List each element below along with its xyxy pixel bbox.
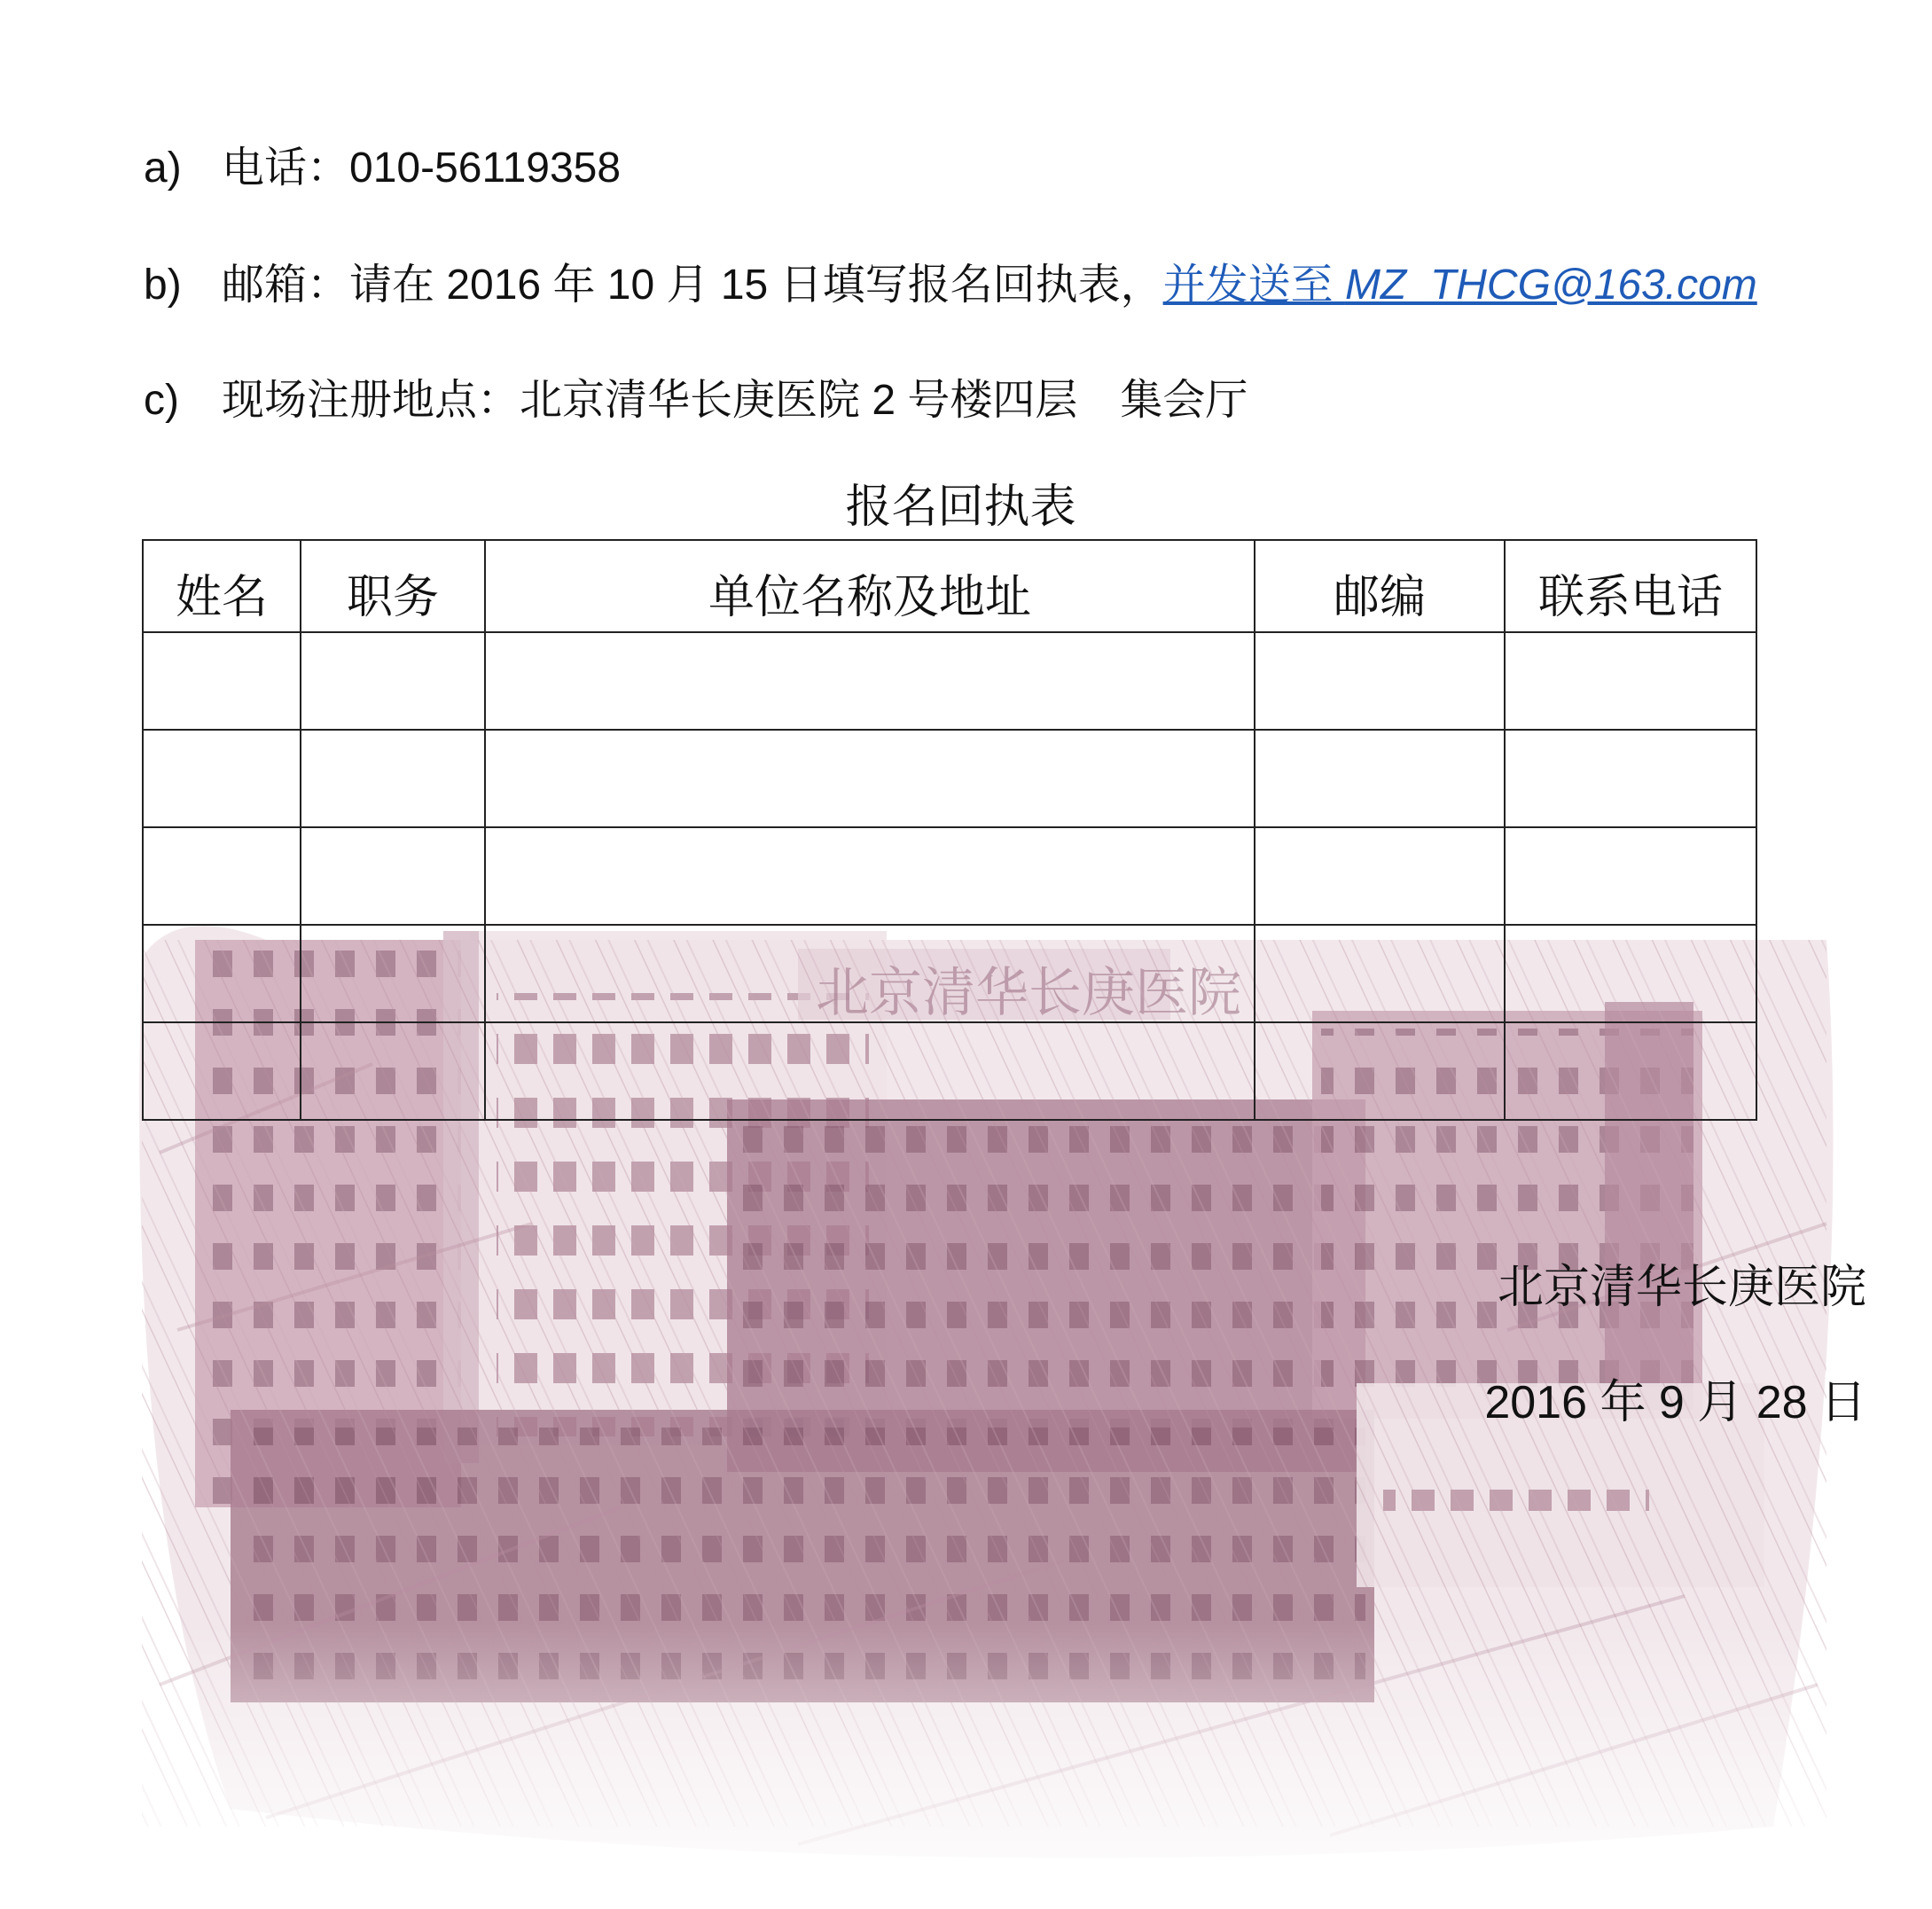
table-row [143, 827, 1756, 925]
table-cell[interactable] [143, 730, 301, 827]
table-cell[interactable] [485, 925, 1255, 1022]
table-cell[interactable] [143, 925, 301, 1022]
table-cell[interactable] [485, 1022, 1255, 1120]
table-cell[interactable] [1255, 730, 1505, 827]
table-cell[interactable] [301, 925, 485, 1022]
phone-text: 电话：010-56119358 [222, 145, 622, 192]
table-cell[interactable] [301, 1022, 485, 1120]
table-row [143, 730, 1756, 827]
contact-venue [144, 374, 1248, 427]
contact-email [144, 259, 1757, 312]
table-cell[interactable] [1505, 925, 1756, 1022]
list-marker: b) [144, 262, 182, 309]
table-cell[interactable] [1505, 827, 1756, 925]
table-header-row [143, 540, 1756, 632]
table-cell[interactable] [143, 632, 301, 730]
table-cell[interactable] [485, 730, 1255, 827]
form-title [0, 479, 1932, 536]
table-cell[interactable] [1255, 827, 1505, 925]
table-cell[interactable] [143, 827, 301, 925]
table-cell[interactable] [1255, 632, 1505, 730]
table-row [143, 1022, 1756, 1120]
table-cell[interactable] [143, 1022, 301, 1120]
table-row [143, 925, 1756, 1022]
table-cell[interactable] [1255, 925, 1505, 1022]
table-cell[interactable] [1505, 730, 1756, 827]
column-header-postcode: 邮编 [1255, 540, 1505, 632]
table-cell[interactable] [1505, 632, 1756, 730]
list-marker: c) [144, 377, 179, 424]
table-cell[interactable] [485, 827, 1255, 925]
table-cell[interactable] [301, 827, 485, 925]
table-cell[interactable] [485, 632, 1255, 730]
column-header-name: 姓名 [143, 540, 301, 632]
signature-organization: 北京清华长庚医院 [1497, 1262, 1866, 1313]
email-link-prefix: 并发送至 [1162, 262, 1345, 309]
form-title-text: 报名回执表 [845, 481, 1076, 533]
table-row [143, 632, 1756, 730]
email-link[interactable] [1163, 262, 1757, 309]
contact-phone [144, 142, 621, 195]
table-cell[interactable] [1255, 1022, 1505, 1120]
column-header-position: 职务 [301, 540, 485, 632]
table-cell[interactable] [301, 730, 485, 827]
table-cell[interactable] [301, 632, 485, 730]
registration-form-table [142, 539, 1757, 1121]
column-header-organization-address: 单位名称及地址 [485, 540, 1255, 632]
email-text: 邮箱：请在 2016 年 10 月 15 日填写报名回执表， [222, 262, 1163, 309]
signature-date: 2016 年 9 月 28 日 [1484, 1377, 1866, 1428]
venue-text: 现场注册地点：北京清华长庚医院 2 号楼四层 集会厅 [222, 377, 1248, 424]
list-marker: a) [144, 145, 182, 192]
column-header-phone: 联系电话 [1505, 540, 1756, 632]
email-address: MZ_THCG@163.com [1344, 262, 1757, 309]
table-cell[interactable] [1505, 1022, 1756, 1120]
